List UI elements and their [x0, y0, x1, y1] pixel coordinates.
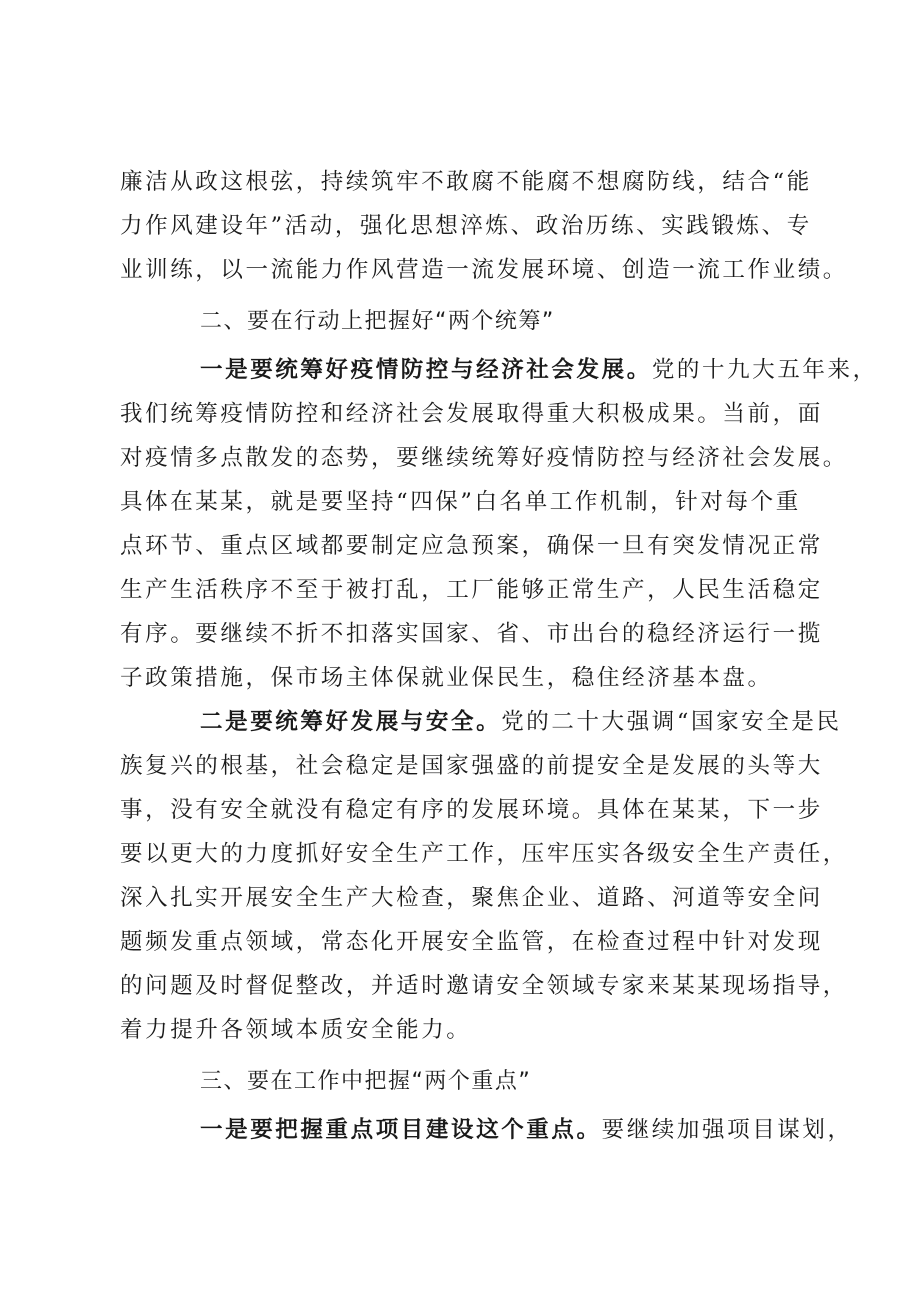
paragraph-lead: 二是要统筹好发展与安全。: [200, 709, 502, 735]
body-line: 题频发重点领域，常态化开展安全监管，在检查过程中针对发现: [120, 929, 823, 955]
body-line: 族复兴的根基，社会稳定是国家强盛的前提安全是发展的头等大: [120, 753, 823, 779]
paragraph-text: 要继续加强项目谋划，: [601, 1117, 853, 1143]
section-heading-3: 三、要在工作中把握“两个重点”: [200, 1069, 532, 1094]
body-line: 生产生活秩序不至于被打乱，工厂能够正常生产，人民生活稳定: [120, 577, 823, 603]
document-body: [120, 160, 878, 1152]
body-line: 我们统筹疫情防控和经济社会发展取得重大积极成果。当前，面: [120, 401, 823, 427]
body-line: 对疫情多点散发的态势，要继续统筹好疫情防控与经济社会发展。: [120, 445, 848, 471]
paragraph-first-line: [120, 1108, 853, 1152]
body-line: 点环节、重点区域都要制定应急预案，确保一旦有突发情况正常: [120, 533, 823, 559]
body-line: 有序。要继续不折不扣落实国家、省、市出台的稳经济运行一揽: [120, 621, 823, 647]
body-line: 廉洁从政这根弦，持续筑牢不敢腐不能腐不想腐防线，结合“能: [120, 169, 812, 195]
body-line: 着力提升各领域本质安全能力。: [120, 1017, 472, 1043]
paragraph-lead: 一是要统筹好疫情防控与经济社会发展。: [200, 357, 652, 383]
body-line: 事，没有安全就没有稳定有序的发展环境。具体在某某，下一步: [120, 797, 823, 823]
paragraph-first-line: [120, 348, 878, 392]
paragraph-lead: 一是要把握重点项目建设这个重点。: [200, 1117, 602, 1143]
body-line: 力作风建设年”活动，强化思想淬炼、政治历练、实践锻炼、专: [120, 213, 812, 239]
section-heading-2: 二、要在行动上把握好“两个统筹”: [200, 309, 555, 334]
paragraph-first-line: [120, 700, 842, 744]
body-line: 深入扎实开展安全生产大检查，聚焦企业、道路、河道等安全问: [120, 885, 823, 911]
body-line: 业训练，以一流能力作风营造一流发展环境、创造一流工作业绩。: [120, 257, 848, 283]
paragraph-text: 党的二十大强调“国家安全是民: [501, 709, 842, 735]
body-line: 具体在某某，就是要坚持“四保”白名单工作机制，针对每个重: [120, 489, 801, 515]
paragraph-text: 党的十九大五年来，: [651, 357, 878, 383]
body-line: 的问题及时督促整改，并适时邀请安全领域专家来某某现场指导，: [120, 973, 848, 999]
body-line: 子政策措施，保市场主体保就业保民生，稳住经济基本盘。: [120, 665, 773, 691]
body-line: 要以更大的力度抓好安全生产工作，压牢压实各级安全生产责任，: [120, 841, 848, 867]
